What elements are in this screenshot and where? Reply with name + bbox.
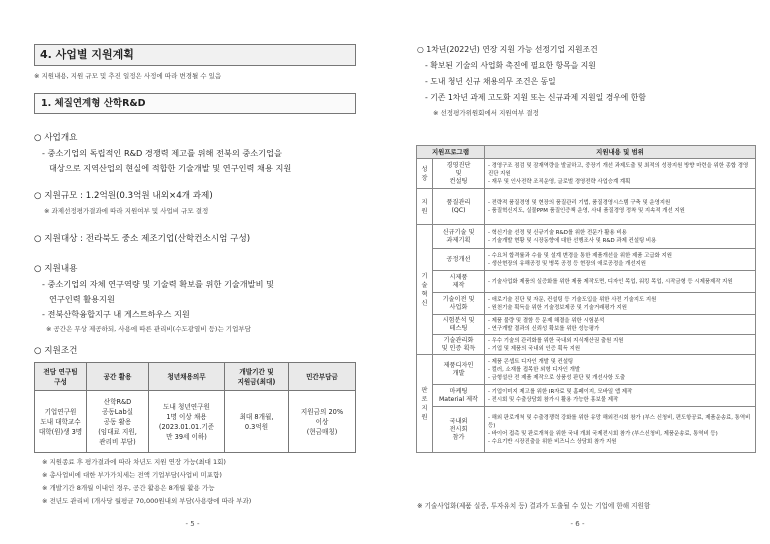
content-line-3: - 전북산학융합지구 내 게스트하우스 지원 — [42, 309, 190, 319]
overview-heading: ○ 사업개요 — [34, 133, 78, 143]
program-table — [416, 145, 756, 453]
program-name: 공정개선 — [433, 249, 485, 271]
scale-note: ※ 과제선정평가결과에 따라 지원여부 및 사업비 규모 결정 — [44, 207, 209, 215]
right-bottom-note: ※ 기술사업화(제품 실증, 투자유치 등) 결과가 도출될 수 있는 기업에 한해 지원함 — [417, 502, 651, 510]
program-content: - 경영구조 점검 및 잠재역량을 발굴하고, 중장기 개선 과제도출 및 최적의 성장지원 방향 마련을 위한 종합 경영진단 지원 - 재무 및 인사전략 조직운영, 글로벌 경영전략 사업승계 계획 — [485, 159, 756, 189]
prog-header: 지원프로그램 — [417, 146, 485, 159]
program-content: - 수요처 합격률과 수율 및 설계 변경을 통한 제품개선을 위한 제품 고급화 지원 - 생산현장의 유해공정 및 병목 공정 등 현장의 애로공정을 개선지원 — [485, 249, 756, 271]
program-content: - 혁신기술 선정 및 신규기술 R&D를 위한 전문가 활용 비용 - 기술개발 현황 및 시장동향에 대한 선행조사 및 R&D 과제 컨설팅 비용 — [485, 225, 756, 249]
content-heading: ○ 지원내용 — [34, 264, 78, 274]
section-title: 4. 사업별 지원계획 — [34, 44, 356, 66]
program-name: 마케팅 Material 제작 — [433, 385, 485, 407]
subsection-title: 1. 체질연계형 산학R&D — [34, 93, 356, 114]
cond-header: 민간부담금 — [289, 363, 356, 391]
program-name: 시험분석 및 테스팅 — [433, 315, 485, 335]
footnote: ※ 개발기간 8개월 이내인 경우, 공간 활용은 8개월 활용 가능 — [42, 484, 215, 492]
program-content: - 제품 콘셉트 디자인 개발 및 컨설팅 - 컬러, 소재를 접목한 외형 디자인 개발 - 금형설산 전 제품 제작으로 상품성 판단 및 개선사항 도출 — [485, 355, 756, 385]
program-content: - 우수 기술의 관리화를 위한 국내외 지식재산권 출원 지원 - 기업 및 제품의 국내외 인증 획득 지원 — [485, 335, 756, 355]
program-name: 기술이전 및 사업화 — [433, 293, 485, 315]
footnote: ※ 총사업비에 대한 부가가치세는 전액 기업부담(사업비 미포함) — [42, 471, 222, 479]
cond-cell: 도내 청년연구원 1명 이상 채용 (2023.01.01.기준 만 39세 이하) — [149, 391, 225, 453]
program-name: 경영진단 및 컨설팅 — [433, 159, 485, 189]
area-label: 지 원 — [417, 189, 433, 225]
cond-header: 개발기간 및 지원금(최대) — [225, 363, 289, 391]
program-name: 시제품 제작 — [433, 271, 485, 293]
right-page — [385, 0, 770, 544]
cond-cell: 기업연구원 도내 대학교수 대학(원)생 3명 — [35, 391, 87, 453]
right-top-line: - 도내 청년 신규 채용의무 조건은 동일 — [425, 77, 556, 86]
content-line-2: 연구인력 활용지원 — [49, 294, 115, 304]
footnote: ※ 전년도 관리비 (개사당 월평균 70,000원내외 부담(사용량에 따라 부과) — [42, 497, 252, 505]
program-name: 국내외 전시회 참가 — [433, 407, 485, 453]
program-name: 품질관리 (QC) — [433, 189, 485, 225]
target-heading: ○ 지원대상 : 전라북도 중소 제조기업(산학컨소시엄 구성) — [34, 234, 251, 244]
area-label: 판 로 지 원 — [417, 355, 433, 453]
right-top-line: - 확보된 기술의 사업화 촉진에 필요한 항목을 지원 — [425, 61, 596, 70]
area-label: 기 술 혁 신 — [417, 225, 433, 355]
program-content: - 기업이미지 제고를 위한 IR자료 및 홈페이지, 모바일 앱 제작 - 전시회 및 수출상담회 참가시 활용 가능한 홍보물 제작 — [485, 385, 756, 407]
cond-header: 전담 연구팀 구성 — [35, 363, 87, 391]
cond-cell: 산학R&D 공동Lab실 공동 활용 (임대료 지원, 관리비 부담) — [87, 391, 149, 453]
program-name: 신규기술 및 과제기획 — [433, 225, 485, 249]
cond-header: 공간 활용 — [87, 363, 149, 391]
page-number: - 5 - — [185, 520, 200, 528]
cond-header: 청년채용의무 — [149, 363, 225, 391]
scale-heading: ○ 지원규모 : 1.2억원(0.3억원 내외×4개 과제) — [34, 191, 213, 201]
prog-header: 지원내용 및 범위 — [485, 146, 756, 159]
program-content: - 애로기술 진단 및 자문, 컨설팅 등 기술도입을 위한 사전 기술지도 지원 - 원천기술 획득을 위한 기술정보제공 및 기술거래평가 지원 — [485, 293, 756, 315]
cond-cell: 최대 8개월, 0.3억원 — [225, 391, 289, 453]
cond-cell: 지원금의 20% 이상 (현금매칭) — [289, 391, 356, 453]
page-number: - 6 - — [570, 520, 585, 528]
program-content: - 해외 판로개척 및 수출경쟁력 강화를 위한 유망 해외전시회 참가 (부스 신청비, 편도항공료, 제품운송료, 통역비 등) - 바이어 접촉 및 판로개척을 위한 국내 개최 국제전시회 참가 (부스신청비, 제품운송료, 통역비 등) - 수요기반 시장진출을 위한 비즈니스 상담회 참가 지원 — [485, 407, 756, 453]
program-name: 기술관리화 및 인증 획득 — [433, 335, 485, 355]
footnote: ※ 지원종료 후 평가결과에 따라 차년도 지원 연장 가능(최대 1회) — [42, 458, 226, 466]
conditions-heading: ○ 지원조건 — [34, 346, 78, 356]
conditions-table — [34, 362, 356, 453]
program-content: - 전략적 품질경영 및 현장의 품질관리 기법, 품질경영시스템 구축 및 운영지원 - 품질혁신지도, 실물PPM 품질인증책 운영, 사내 품질경영 정착 및 지속적 개선 지원 — [485, 189, 756, 225]
right-top-line: - 기존 1차년 과제 고도화 지원 또는 신규과제 지원일 경우에 한함 — [425, 93, 646, 102]
program-name: 제품디자인 개발 — [433, 355, 485, 385]
right-top-line: ○ 1차년(2022년) 연장 지원 가능 선정기업 지원조건 — [417, 45, 598, 54]
program-content: - 기술사업화 제품의 실증화를 위한 제품 제작도면, 디자인 목업, 워킹 목업, 시작금형 등 시제품제작 지원 — [485, 271, 756, 293]
overview-text-2: 대상으로 지역산업의 현실에 적합한 기술개발 및 연구인력 채용 지원 — [49, 163, 292, 173]
right-top-note: ※ 선정평가위원회에서 지원여부 결정 — [433, 109, 539, 117]
area-label: 성 장 — [417, 159, 433, 189]
section-note: ※ 지원내용, 지원 규모 및 추진 일정은 사정에 따라 변경될 수 있음 — [34, 72, 222, 80]
program-content: - 제품 불량 및 결함 등 문제 해결을 위한 시험분석 - 연구개발 결과의 신뢰성 확보를 위한 성능평가 — [485, 315, 756, 335]
content-line-1: - 중소기업의 자체 연구역량 및 기술력 확보를 위한 기술개발비 및 — [42, 279, 275, 289]
content-note: ※ 공간은 무상 제공하되, 사용에 따른 관리비(수도광열비 등)는 기업부담 — [46, 325, 251, 333]
overview-text-1: - 중소기업의 독립적인 R&D 경쟁력 제고를 위해 전북의 중소기업을 — [42, 148, 282, 158]
